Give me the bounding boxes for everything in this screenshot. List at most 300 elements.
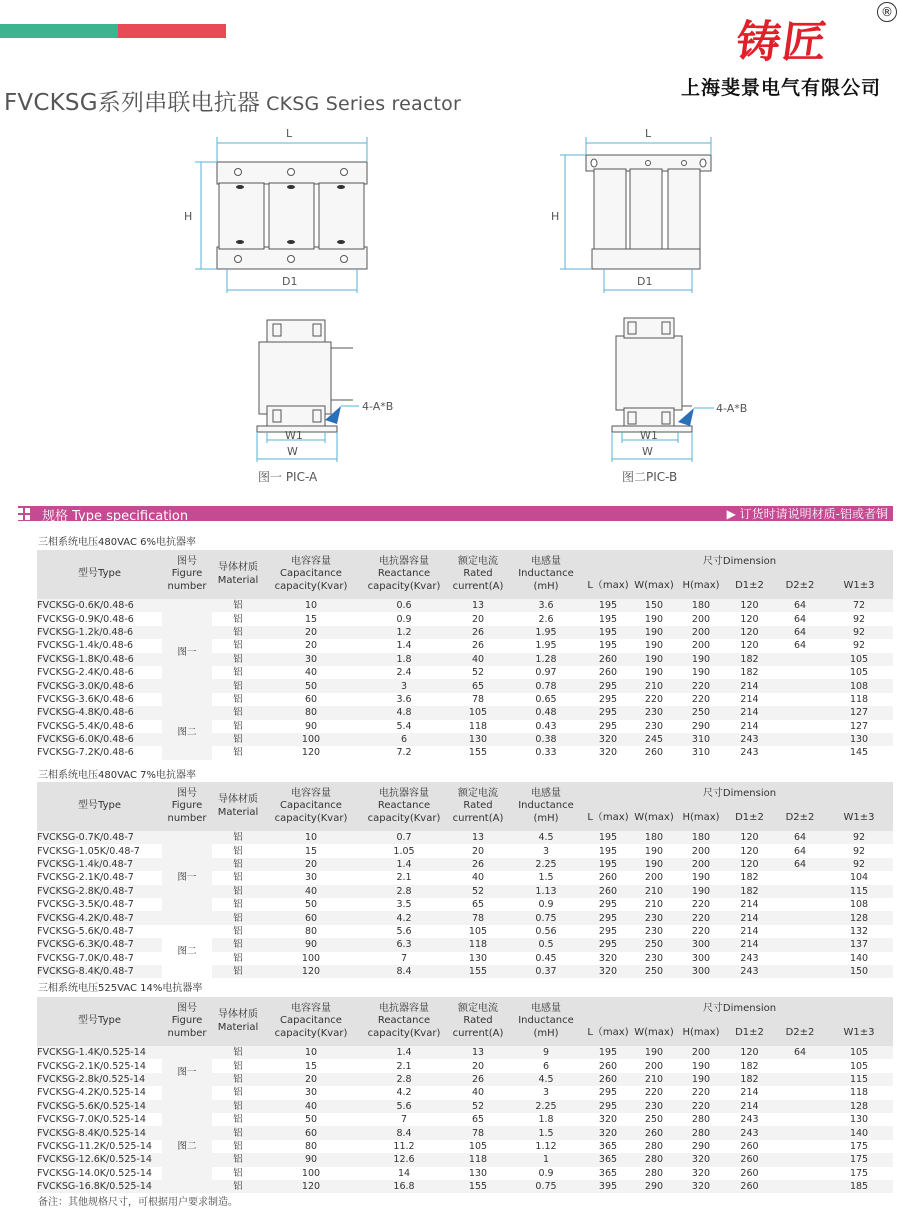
table-cell: 52	[450, 885, 506, 898]
col-figure	[162, 997, 212, 1046]
dim-label-hole-b: 4-A*B	[716, 402, 748, 415]
table-cell: 4.5	[506, 1073, 586, 1086]
table-cell: 190	[644, 845, 664, 857]
table-cell: 3.6	[396, 693, 412, 705]
table-cell: 40	[471, 1087, 485, 1099]
table-cell: 295	[598, 925, 618, 937]
diagram-a-front	[190, 125, 380, 295]
header-line: (mH)	[533, 812, 559, 824]
table-cell: 320	[678, 1153, 724, 1166]
table-cell: 295	[586, 938, 630, 951]
table-cell: 280	[644, 1140, 664, 1152]
table-cell: 65	[450, 679, 506, 692]
table-cell	[775, 693, 825, 706]
col-dim-2: H(max)	[678, 574, 724, 599]
table-cell: 13	[450, 1046, 506, 1059]
table-cell: 190	[630, 653, 678, 666]
table-cell: 190	[630, 858, 678, 871]
table-cell: 105	[825, 1046, 893, 1059]
table-cell: 195	[586, 626, 630, 639]
table-cell: 50	[264, 679, 358, 692]
table-cell: 195	[598, 613, 618, 625]
dim-label-D1-a: D1	[282, 275, 298, 288]
table-cell: 295	[586, 706, 630, 719]
table-cell: 铝	[233, 872, 243, 884]
table-cell	[775, 1113, 825, 1126]
table-cell: 铝	[212, 679, 264, 692]
table-cell: 104	[849, 872, 869, 884]
table-cell: 214	[724, 706, 775, 719]
table-cell: 320	[586, 965, 630, 978]
table-cell: 365	[586, 1153, 630, 1166]
table-cell: 铝	[233, 667, 243, 679]
table-cell: 6	[542, 1060, 550, 1072]
table-cell: 40	[450, 653, 506, 666]
table-cell: 8.4	[358, 1126, 450, 1139]
table-cell: 214	[724, 938, 775, 951]
table-cell: 243	[740, 747, 759, 759]
table-cell: 64	[775, 831, 825, 844]
header-line: Reactance	[377, 800, 431, 812]
header-line: Capacitance	[280, 568, 342, 580]
col-dim-5: W1±3	[825, 1021, 893, 1046]
table-cell: 182	[740, 872, 759, 884]
header-line: capacity(Kvar)	[367, 580, 441, 592]
table-cell: 243	[724, 1126, 775, 1139]
table-cell: 214	[724, 679, 775, 692]
table-cell: 200	[644, 1060, 664, 1072]
table-cell: 180	[678, 831, 724, 844]
table-cell: 118	[849, 693, 869, 705]
table-cell: FVCKSG-1.2k/0.48-6	[37, 626, 162, 639]
table-cell: 290	[691, 1140, 711, 1152]
header-line: current(A)	[452, 1027, 504, 1039]
table-cell: 15	[304, 613, 318, 625]
table-cell: 64	[793, 640, 807, 652]
table-row	[37, 925, 893, 938]
header-line: capacity(Kvar)	[274, 580, 348, 592]
col-dim-5: W1±3	[825, 806, 893, 831]
col-dim-0: L（max)	[586, 574, 630, 599]
table-cell: 90	[304, 720, 318, 732]
table-cell: 10	[264, 599, 358, 612]
table-cell: 130	[468, 952, 488, 964]
header-line: number	[167, 812, 207, 824]
header-line: 额定电流	[458, 555, 498, 567]
table-cell: 铝	[233, 640, 243, 652]
col-reactance	[358, 782, 450, 831]
table-cell: 2.1	[396, 1060, 412, 1072]
table-cell: 120	[724, 1046, 775, 1059]
table-cell: 105	[468, 925, 488, 937]
table-cell: 0.65	[535, 693, 557, 705]
table-cell: 260	[724, 1180, 775, 1193]
table-cell: 120	[724, 626, 775, 639]
col-reactance	[358, 997, 450, 1046]
table-label-3: 三相系统电压525VAC 14%电抗器率	[38, 983, 203, 994]
table-cell: 300	[678, 965, 724, 978]
table-cell: 230	[630, 706, 678, 719]
table-cell: 120	[740, 845, 759, 857]
table-cell: 铝	[212, 733, 264, 746]
table-cell: 5.6	[396, 925, 412, 937]
table-cell: 铝	[212, 1100, 264, 1113]
table-cell: FVCKSG-8.4K/0.48-7	[37, 965, 162, 978]
table-cell: 64	[793, 613, 807, 625]
dim-label-W1-a: W1	[285, 429, 303, 442]
table-cell: 铝	[212, 831, 264, 844]
table-cell: 0.45	[535, 952, 557, 964]
header-line: 导体材质	[218, 1009, 258, 1020]
header-line: 电感量	[531, 1002, 561, 1014]
col-figure	[162, 550, 212, 599]
table-cell: 395	[586, 1180, 630, 1193]
table-cell: 7	[400, 1114, 408, 1126]
table-cell: 铝	[212, 706, 264, 719]
table-cell: FVCKSG-1.4K/0.525-14	[37, 1046, 162, 1059]
table-cell: 120	[724, 858, 775, 871]
table-cell: 120	[264, 965, 358, 978]
dim-label-L-a: L	[286, 127, 293, 140]
table-cell: 230	[644, 925, 664, 937]
header-line: 电抗器容量	[379, 1002, 429, 1014]
table-cell: 243	[740, 952, 759, 964]
table-cell: 5.4	[396, 720, 412, 732]
figure-cell: 图二	[162, 1100, 212, 1194]
diagram-b-side	[600, 310, 730, 465]
table-cell: FVCKSG-2.4K/0.48-6	[37, 667, 134, 679]
table-cell: 132	[849, 925, 869, 937]
table-cell: 230	[630, 911, 678, 924]
table-cell: 1.13	[506, 885, 586, 898]
accent-bar-red	[118, 24, 226, 38]
table-cell: 1.4	[358, 1046, 450, 1059]
table-cell: 295	[598, 693, 618, 705]
table-cell: 127	[825, 706, 893, 719]
table-cell: 320	[678, 1180, 724, 1193]
table-cell: 铝	[212, 1180, 264, 1193]
table-cell: 20	[471, 1060, 485, 1072]
table-cell: 190	[630, 626, 678, 639]
col-material	[212, 997, 264, 1046]
table-cell: 0.7	[358, 831, 450, 844]
table-cell: 200	[691, 845, 711, 857]
col-dim-4: D2±2	[775, 1021, 825, 1046]
table-cell: FVCKSG-7.0K/0.525-14	[37, 1114, 146, 1126]
table-cell: 铝	[212, 653, 264, 666]
table-cell: 295	[598, 720, 618, 732]
table-cell: 40	[471, 872, 485, 884]
table-cell	[775, 911, 825, 924]
table-cell	[775, 1126, 825, 1139]
table-cell: 64	[793, 845, 807, 857]
table-cell: 50	[304, 1114, 318, 1126]
header-line: Reactance	[377, 1015, 431, 1027]
table-cell: 0.9	[538, 1167, 554, 1179]
table-row	[37, 1100, 893, 1113]
col-dim-2: H(max)	[678, 1021, 724, 1046]
table-cell: 1.8	[538, 1114, 554, 1126]
table-cell: 243	[740, 1114, 759, 1126]
header-line: 图号	[177, 555, 197, 567]
table-cell: FVCKSG-8.4K/0.525-14	[37, 1126, 162, 1139]
table-cell: 20	[264, 858, 358, 871]
table-cell	[775, 1167, 825, 1180]
table-cell: 190	[691, 667, 711, 679]
table-cell: 50	[304, 899, 318, 911]
table-cell: 365	[598, 1167, 618, 1179]
table-cell	[775, 938, 825, 951]
table-cell: FVCKSG-5.6K/0.525-14	[37, 1100, 162, 1113]
table-cell: 4.2	[396, 1087, 412, 1099]
table-cell: 26	[450, 626, 506, 639]
table-cell: 0.56	[535, 925, 557, 937]
table-row	[37, 831, 893, 844]
table-cell: 195	[586, 1046, 630, 1059]
table-cell: 92	[825, 626, 893, 639]
table-cell: 214	[740, 693, 759, 705]
table-cell: 295	[586, 1100, 630, 1113]
header-line: Figure	[171, 800, 203, 812]
dim-label-H-b: H	[551, 210, 560, 223]
header-line: capacity(Kvar)	[274, 1027, 348, 1039]
table-cell: FVCKSG-0.6K/0.48-6	[37, 599, 162, 612]
table-cell: 245	[630, 733, 678, 746]
table-cell: 214	[740, 899, 759, 911]
table-cell: 145	[849, 747, 869, 759]
table-cell: 0.9	[396, 613, 412, 625]
header-line: Figure	[171, 568, 203, 580]
table-cell: 78	[450, 911, 506, 924]
figure-cell: 图二	[162, 925, 212, 979]
table-cell: 140	[849, 952, 869, 964]
table-cell	[775, 1140, 825, 1153]
col-capacitance	[264, 550, 358, 599]
dim-label-D1-b: D1	[637, 275, 653, 288]
col-inductance	[506, 782, 586, 831]
col-rated-current	[450, 550, 506, 599]
table-cell: 80	[304, 1140, 318, 1152]
table-cell: 铝	[212, 599, 264, 612]
table-row	[37, 706, 893, 719]
table-cell: 铝	[233, 1167, 243, 1179]
table-cell: 40	[304, 667, 318, 679]
table-cell: 3	[358, 679, 450, 692]
table-cell: 100	[301, 1167, 321, 1179]
table-cell: 铝	[212, 1126, 264, 1139]
table-cell: 175	[849, 1167, 869, 1179]
table-cell: 128	[825, 1100, 893, 1113]
table-cell: 195	[586, 831, 630, 844]
table-cell: 铝	[233, 925, 243, 937]
figure-cell: 图一	[162, 599, 212, 706]
table-row	[37, 599, 893, 612]
table-cell: 200	[691, 640, 711, 652]
col-dim-1: W(max)	[630, 1021, 678, 1046]
table-cell: FVCKSG-3.6K/0.48-6	[37, 693, 134, 705]
table-cell: 15	[304, 845, 318, 857]
table-cell: 243	[724, 733, 775, 746]
table-cell: 300	[678, 938, 724, 951]
table-cell: 0.78	[506, 679, 586, 692]
table-cell: 200	[678, 858, 724, 871]
table-cell: 52	[450, 1100, 506, 1113]
table-cell: 0.97	[535, 667, 557, 679]
header-line: Rated	[463, 1015, 493, 1027]
table-label-1: 三相系统电压480VAC 6%电抗器率	[38, 537, 196, 548]
table-cell: 260	[598, 872, 618, 884]
table-cell: FVCKSG-5.4K/0.48-6	[37, 720, 134, 732]
table-cell: 铝	[212, 1046, 264, 1059]
col-model: 型号Type	[37, 997, 162, 1046]
table-cell: 190	[678, 653, 724, 666]
table-cell: 260	[586, 653, 630, 666]
table-cell: 铝	[212, 858, 264, 871]
dim-label-H-a: H	[184, 210, 193, 223]
table-cell	[775, 1086, 825, 1099]
table-cell: 155	[450, 1180, 506, 1193]
table-cell: 260	[598, 667, 618, 679]
table-cell: 155	[468, 747, 488, 759]
table-cell: 230	[630, 1100, 678, 1113]
table-cell: 10	[264, 831, 358, 844]
table-cell: FVCKSG-1.4k/0.48-6	[37, 640, 134, 652]
table-cell: FVCKSG-2.8K/0.48-7	[37, 885, 162, 898]
table-cell: 30	[264, 653, 358, 666]
table-cell: 4.8	[358, 706, 450, 719]
table-cell: FVCKSG-6.0K/0.48-6	[37, 733, 162, 746]
col-dim-3: D1±2	[724, 1021, 775, 1046]
table-cell: 260	[586, 1073, 630, 1086]
table-cell	[775, 925, 825, 938]
table-cell: 30	[304, 872, 318, 884]
table-cell: 1.5	[506, 1126, 586, 1139]
table-cell: 0.75	[506, 911, 586, 924]
table-cell: 130	[468, 1167, 488, 1179]
table-cell: 280	[630, 1153, 678, 1166]
table-cell: 260	[598, 1060, 618, 1072]
table-cell: 8.4	[358, 965, 450, 978]
table-cell: 250	[630, 965, 678, 978]
header-line: 图号	[177, 1002, 197, 1014]
table-cell: 310	[678, 733, 724, 746]
table-cell: 12.6	[358, 1153, 450, 1166]
table-cell: 13	[450, 599, 506, 612]
col-dim-0: L（max)	[586, 806, 630, 831]
table-cell: 65	[471, 1114, 485, 1126]
table-cell	[775, 653, 825, 666]
spec-table-1	[37, 550, 893, 760]
table-cell: 3	[542, 845, 550, 857]
col-inductance	[506, 550, 586, 599]
table-cell: 130	[849, 1114, 869, 1126]
caption-pic-b: 图二PIC-B	[622, 470, 678, 484]
table-cell: 320	[586, 733, 630, 746]
table-cell: FVCKSG-1.8K/0.48-6	[37, 653, 162, 666]
table-cell: 190	[691, 1060, 711, 1072]
table-cell: 92	[825, 831, 893, 844]
table-cell: 190	[678, 1073, 724, 1086]
table-cell: 60	[264, 911, 358, 924]
table-cell: 260	[630, 1126, 678, 1139]
table-cell: 20	[264, 626, 358, 639]
col-dimension: 尺寸Dimension	[586, 782, 893, 806]
table-cell: 64	[775, 858, 825, 871]
table-cell: 118	[450, 938, 506, 951]
table-cell: 250	[678, 706, 724, 719]
header-line: 电容容量	[291, 1002, 331, 1014]
figure-cell: 图二	[162, 706, 212, 760]
table-cell: 3.6	[506, 599, 586, 612]
table-cell: 182	[724, 1073, 775, 1086]
table-cell: 210	[644, 899, 664, 911]
table-cell: 92	[852, 640, 866, 652]
table-cell: 2.25	[506, 858, 586, 871]
table-cell: 260	[586, 885, 630, 898]
table-cell: 40	[264, 1100, 358, 1113]
table-cell: FVCKSG-1.05K/0.48-7	[37, 845, 140, 857]
table-cell: 铝	[233, 693, 243, 705]
table-cell: 铝	[212, 1153, 264, 1166]
header-line: 电抗器容量	[379, 787, 429, 799]
table-cell: 175	[849, 1140, 869, 1152]
col-reactance	[358, 550, 450, 599]
table-cell: FVCKSG-0.9K/0.48-6	[37, 613, 134, 625]
table-cell	[775, 679, 825, 692]
table-cell: 290	[630, 1180, 678, 1193]
table-cell: 1.12	[535, 1140, 557, 1152]
table-cell: 295	[598, 899, 618, 911]
table-cell: 220	[678, 1100, 724, 1113]
header-line: Material	[217, 806, 259, 818]
table-cell: FVCKSG-5.6K/0.48-7	[37, 925, 134, 937]
col-dimension: 尺寸Dimension	[586, 997, 893, 1021]
table-cell: 20	[471, 845, 485, 857]
table-cell: 230	[644, 720, 664, 732]
table-cell: 210	[630, 1073, 678, 1086]
col-dim-4: D2±2	[775, 574, 825, 599]
col-dimension: 尺寸Dimension	[586, 550, 893, 574]
table-cell: 2.4	[396, 667, 412, 679]
diagram-b-front	[560, 125, 720, 295]
table-cell: 20	[471, 613, 485, 625]
table-cell: 铝	[233, 747, 243, 759]
header-line: Inductance	[518, 568, 574, 580]
caption-pic-a: 图一 PIC-A	[258, 470, 318, 484]
table-cell: 60	[264, 1126, 358, 1139]
header-line: Reactance	[377, 568, 431, 580]
accent-bar-green	[0, 24, 118, 38]
table-cell: 195	[598, 640, 618, 652]
order-note: ▶ 订货时请说明材质-铝或者铜	[726, 507, 888, 521]
table-cell: 64	[775, 599, 825, 612]
table-cell: 182	[724, 653, 775, 666]
table-cell: 300	[691, 952, 711, 964]
table-cell: FVCKSG-4.8K/0.48-6	[37, 706, 162, 719]
table-cell: 105	[468, 1140, 488, 1152]
table-cell: 3	[542, 1087, 550, 1099]
table-cell: 200	[678, 1046, 724, 1059]
table-cell: 0.43	[535, 720, 557, 732]
table-cell: 120	[724, 831, 775, 844]
table-cell: 295	[586, 911, 630, 924]
header-line: 导体材质	[218, 794, 258, 805]
table-cell: 320	[691, 1167, 711, 1179]
table-cell: 3.5	[396, 899, 412, 911]
table-cell	[775, 898, 825, 911]
table-cell: 铝	[233, 845, 243, 857]
header-line: 图号	[177, 787, 197, 799]
